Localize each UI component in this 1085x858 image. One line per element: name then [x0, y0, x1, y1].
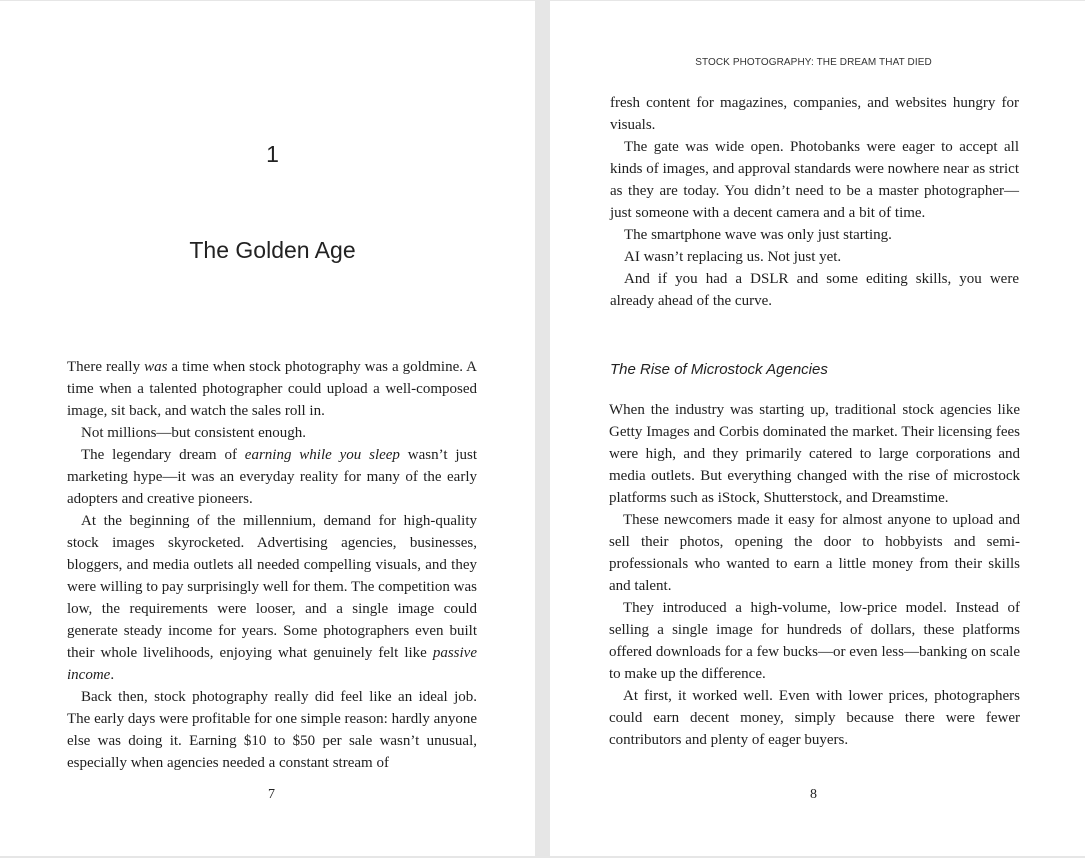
paragraph: [609, 509, 1020, 597]
emphasis-text: was: [144, 359, 168, 375]
paragraph: [609, 399, 1020, 509]
chapter-number: 1: [266, 141, 279, 167]
paragraph-text: Back then, stock photography really did feel like an ideal job. The early days were profitable for one simple reason: hardly anyone else was doing it. Earning $10 to $50 per sale wasn’t unusual, especially when agencies needed a constant stream of: [67, 689, 477, 771]
body-text: [609, 399, 1020, 751]
paragraph-text: At the beginning of the millennium, demand for high-quality stock images skyrocketed. Advertising agencies, businesses, bloggers, and media outlets all needed compelling visuals, and they were willing to pay surprisingly well for them. The competition was low, the requirements were looser, and a single image could generate steady income for years. Some photographers even built their whole livelihoods, enjoying what genuinely felt like: [67, 513, 477, 661]
paragraph-text: The legendary dream of: [81, 447, 245, 463]
paragraph: [610, 268, 1019, 312]
paragraph-text: a time when stock photography was a goldmine. A time when a talented photographer could upload a well-composed image, sit back, and watch the sales roll in.: [67, 359, 477, 419]
paragraph-text: And if you had a DSLR and some editing skills, you were already ahead of the curve.: [610, 271, 1019, 309]
paragraph-text: At first, it worked well. Even with lower prices, photographers could earn decent money, simply because there were fewer contributors and plenty of eager buyers.: [609, 688, 1020, 748]
section-heading: The Rise of Microstock Agencies: [610, 361, 828, 378]
paragraph-text: wasn’t just marketing hype—it was an everyday reality for many of the early adopters and creative pioneers.: [67, 447, 477, 507]
paragraph-text: The smartphone wave was only just starting.: [624, 227, 892, 243]
chapter-title: The Golden Age: [189, 237, 356, 263]
paragraph-text: .: [110, 667, 115, 683]
paragraph: [67, 422, 477, 444]
paragraph-text: Not millions—but consistent enough.: [81, 425, 306, 441]
paragraph: [67, 356, 477, 422]
emphasis-text: earning while you sleep: [244, 447, 400, 463]
paragraph-text: These newcomers made it easy for almost anyone to upload and sell their photos, opening the door to hobbyists and semi-professionals who wanted to earn a little money from their skills and talent.: [609, 512, 1020, 594]
paragraph: [610, 224, 1019, 246]
paragraph: [67, 510, 477, 686]
paragraph-text: fresh content for magazines, companies, and websites hungry for visuals.: [610, 95, 1019, 133]
paragraph-text: AI wasn’t replacing us. Not just yet.: [624, 249, 842, 265]
paragraph-text: There really: [67, 359, 145, 375]
body-text: [610, 92, 1019, 312]
left-page: [0, 1, 535, 856]
paragraph: [609, 597, 1020, 685]
right-page: [550, 1, 1085, 856]
running-head: STOCK PHOTOGRAPHY: THE DREAM THAT DIED: [695, 57, 932, 68]
paragraph: [610, 246, 1019, 268]
page-number: 7: [268, 787, 275, 802]
body-text: [67, 356, 477, 774]
paragraph: [67, 686, 477, 774]
paragraph-text: They introduced a high-volume, low-price model. Instead of selling a single image for hundreds of dollars, these platforms offered downloads for a few bucks—or even less—banking on scale to make up the difference.: [609, 600, 1020, 682]
paragraph: [610, 136, 1019, 224]
emphasis-text: passive income: [67, 645, 477, 683]
paragraph-text: When the industry was starting up, traditional stock agencies like Getty Images and Corbis dominated the market. Their licensing fees were high, and they primarily catered to large corporations and media outlets. But everything changed with the rise of microstock platforms such as iStock, Shutterstock, and Dreamstime.: [609, 402, 1020, 506]
paragraph-text: The gate was wide open. Photobanks were eager to accept all kinds of images, and approval standards were nowhere near as strict as they are today. You didn’t need to be a master photographer—just someone with a decent camera and a bit of time.: [610, 139, 1019, 221]
paragraph: [610, 92, 1019, 136]
paragraph: [67, 444, 477, 510]
paragraph: [609, 685, 1020, 751]
page-number: 8: [810, 787, 817, 802]
